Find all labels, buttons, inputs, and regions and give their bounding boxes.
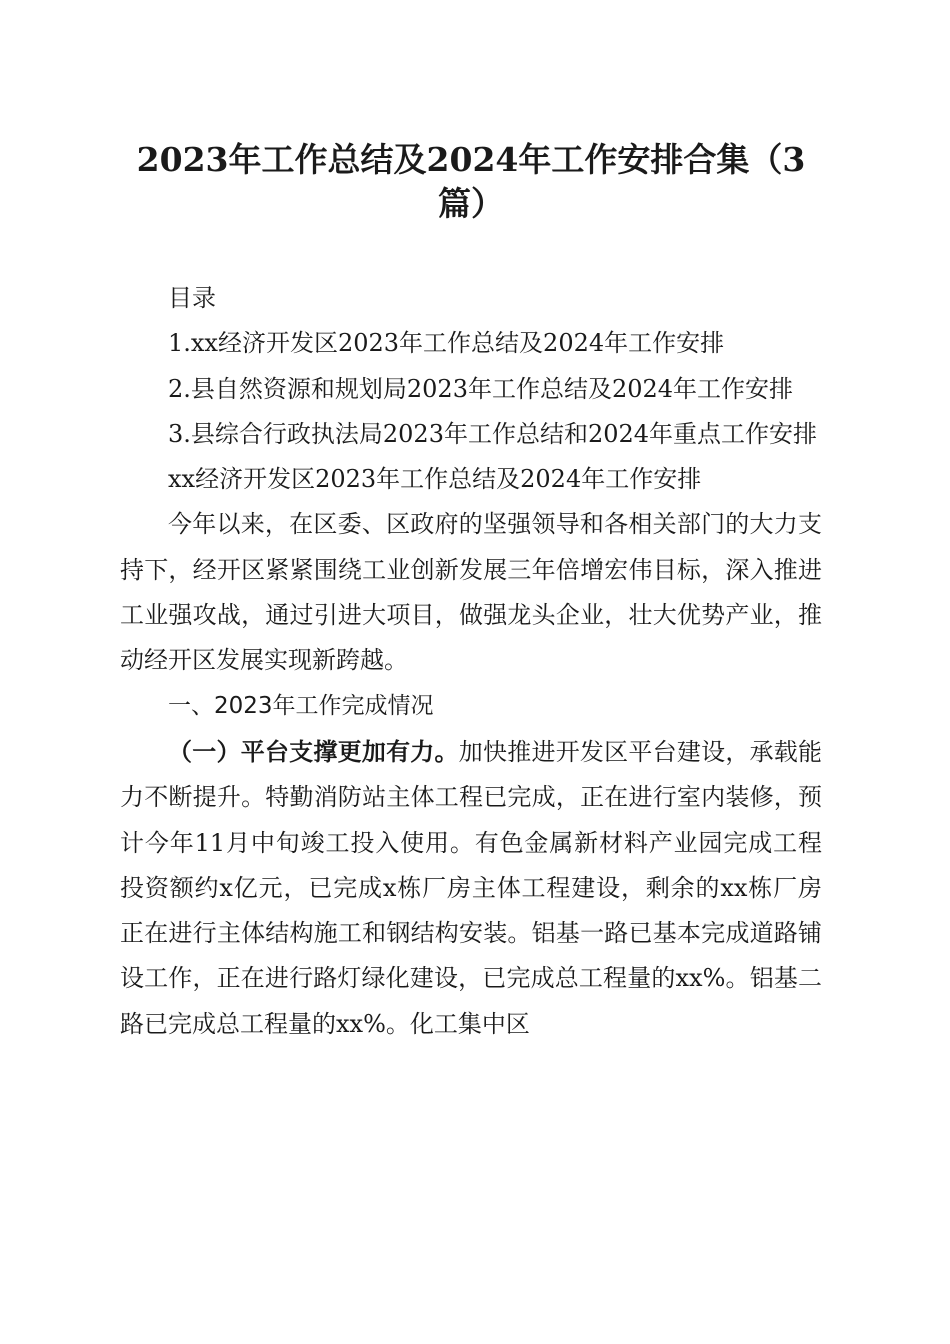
subsection-paragraph — [120, 729, 822, 1047]
toc-label: 目录 — [168, 284, 216, 312]
intro-paragraph: 今年以来，在区委、区政府的坚强领导和各相关部门的大力支持下，经开区紧紧围绕工业创新发展三年倍增宏伟目标，深入推进工业强攻战，通过引进大项目，做强龙头企业，壮大优势产业，推动经开区发展实现新跨越。 — [120, 510, 822, 675]
subsection-text: 加快推进开发区平台建设，承载能力不断提升。特勤消防站主体工程已完成，正在进行室内装修，预计今年11月中旬竣工投入使用。有色金属新材料产业园完成工程投资额约x亿元，已完成x栋厂房主体工程建设，剩余的xx栋厂房正在进行主体结构施工和钢结构安装。铝基一路已基本完成道路铺设工作，正在进行路灯绿化建设，已完成总工程量的xx%。铝基二路已完成总工程量的xx%。化工集中区 — [120, 737, 823, 1038]
document-title: 2023年工作总结及2024年工作安排合集（3篇） — [136, 140, 806, 223]
subsection-lead: （一）平台支撑更加有力。 — [168, 736, 459, 766]
article-title: xx经济开发区2023年工作总结及2024年工作安排 — [168, 465, 702, 494]
document-body — [120, 276, 822, 1047]
toc-item-2: 2.县自然资源和规划局2023年工作总结及2024年工作安排 — [168, 374, 794, 403]
toc-item-1: 1.xx经济开发区2023年工作总结及2024年工作安排 — [168, 329, 725, 358]
section-heading: 一、2023年工作完成情况 — [168, 692, 434, 719]
toc-item-3: 3.县综合行政执法局2023年工作总结和2024年重点工作安排 — [168, 419, 818, 448]
